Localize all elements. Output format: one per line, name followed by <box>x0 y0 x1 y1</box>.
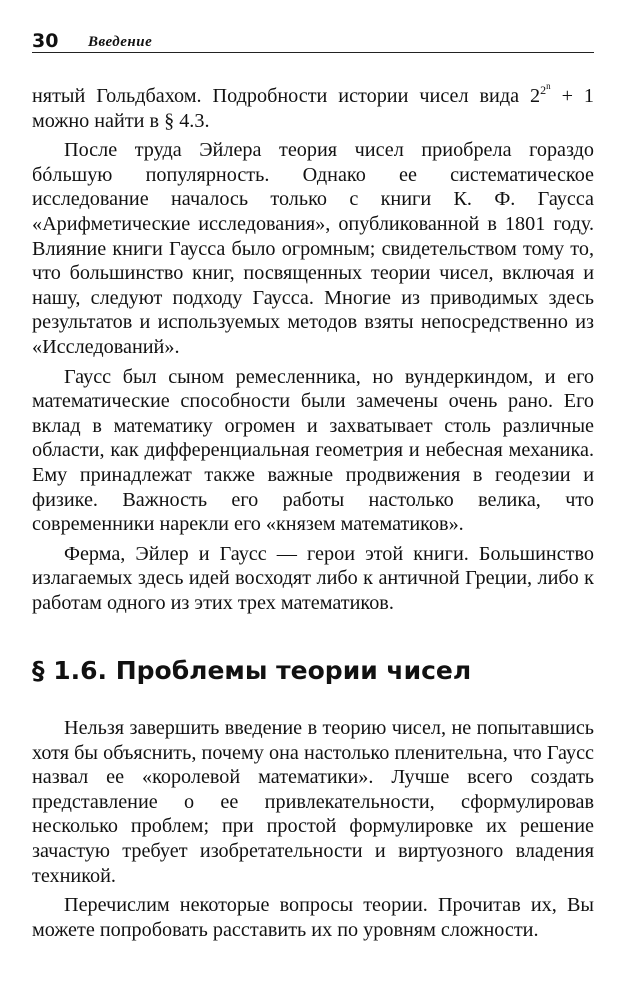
paragraph: Гаусс был сыном ремесленника, но вундеркиндом, и его математические способности были замечены очень рано. Его вклад в математику огромен и захватывает столь различные области, как дифференциальная геометрия и небесная механика. Ему принадлежат также важные продвижения в геодезии и физике. Важность его работы настолько велика, что современники нарекли его «князем математиков». <box>32 365 594 536</box>
body-text <box>32 81 595 615</box>
paragraph: Ферма, Эйлер и Гаусс — герои этой книги. Большинство излагаемых здесь идей восходят либо к античной Греции, либо к работам одного из этих трех математиков. <box>32 542 594 614</box>
section-body-text <box>32 716 594 942</box>
paragraph: Нельзя завершить введение в теорию чисел, не попытавшись хотя бы объяснить, почему она настолько пленительна, что Гаусс назвал ее «королевой математики». Лучше всего создать представление о ее привлекательности, сформулировав несколько проблем; при простой формулировке их решение зачастую требует изобретательности и виртуозного владения техникой. <box>32 717 594 887</box>
formula-exponent-power: n <box>546 81 551 92</box>
formula-exponent <box>540 83 551 97</box>
formula-exponent-base: 2 <box>540 83 547 98</box>
page-number: 30 <box>32 30 59 52</box>
section-heading <box>32 655 594 687</box>
paragraph-continuation <box>32 81 595 133</box>
para1-text-before: нятый Гольдбахом. Подробности истории чисел вида 2 <box>32 85 541 107</box>
section-number: § 1.6. <box>32 656 107 685</box>
paragraph: После труда Эйлера теория чисел приобрела гораздо бóльшую популярность. Однако ее систематическое исследование началось только с книги К. Ф. Гаусса «Арифметические исследования», опубликованной в 1801 году. Влияние книги Гаусса было огромным; свидетельством тому то, что большинство книг, посвященных теории чисел, включая и нашу, следуют подходу Гаусса. Многие из приводимых здесь результатов и используемых методов взяты непосредственно из «Исследований». <box>32 139 594 358</box>
section-title: Проблемы теории чисел <box>115 656 472 685</box>
para1-text-after: + 1 можно найти в § 4.3. <box>32 85 595 132</box>
paragraph: Перечислим некоторые вопросы теории. Прочитав их, Вы можете попробовать расставить их по уровням сложности. <box>32 894 594 941</box>
running-head: Введение <box>88 34 153 50</box>
page-header <box>32 28 594 53</box>
